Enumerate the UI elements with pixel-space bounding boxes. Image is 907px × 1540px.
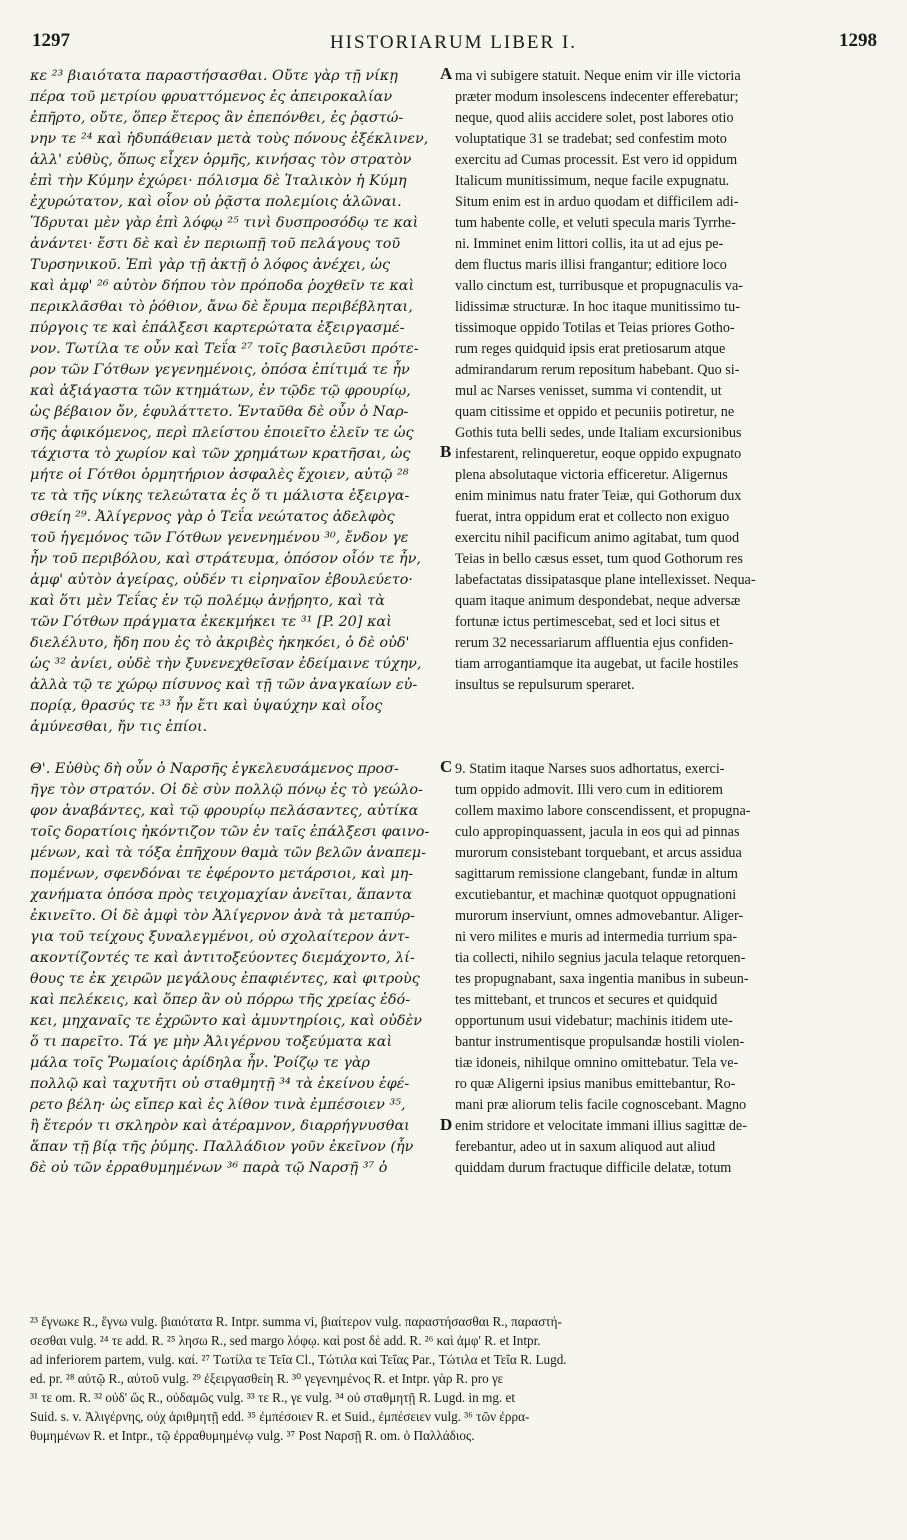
latin-text-line: rerum 32 necessariarum affluentia ejus confiden- [455,635,734,651]
latin-text-line: labefactatas dissipatasque plane intellexisset. Nequa- [455,572,756,588]
latin-text-line: enim stridore et velocitate immani illius sagittæ de- [455,1118,747,1134]
latin-text-line: ro quæ Aligerni ipsius manibus emittebantur, Ro- [455,1076,736,1092]
latin-text-line: ni vero milites e muris ad intermedia turrium spa- [455,929,738,945]
greek-text-line: ὡς ³² ἀνίει, οὐδὲ τὴν ξυνενεχθεῖσαν ἐδείμαινε τύχην, [30,656,422,672]
greek-text-line: τοῦ ἡγεμόνος τῶν Γότθων γενενημένου ³⁰, ἔνδον γε [30,530,409,546]
latin-text-line: lidissimæ structuræ. In hoc itaque munitissimo tu- [455,299,740,315]
footnote-line: ²³ ἔγνωκε R., ἔγνω vulg. βιαιότατα R. Intpr. summa vi, βιαίτερον vulg. παραστήσασθαι R., παραστή- [30,1314,562,1329]
latin-text-line: Italicum munitissimum, neque facile expugnatu. [455,173,730,189]
footnote-line: ³¹ τε om. R. ³² οὐδ' ὥς R., οὐδαμῶς vulg. ³³ τε R., γε vulg. ³⁴ οὐ σταθμητῇ R. Lugd. in mg. et [30,1390,516,1405]
latin-text-line: bantur instrumentisque propulsandæ hostili violen- [455,1034,745,1050]
greek-text-line: σθείη ²⁹. Ἀλίγερνος γὰρ ὁ Τεΐα νεώτατος ἀδελφὸς [30,509,395,525]
latin-text-line: vallo cinctum est, turribusque et propugnaculis va- [455,278,744,294]
greek-text-line: κε ²³ βιαιότατα παραστήσασθαι. Οὔτε γὰρ τῇ νίκῃ [30,68,398,84]
latin-text-line: voluptatique 31 se tradebat; sed confestim moto [455,131,727,147]
latin-text-line [455,696,875,717]
greek-text-line: πολλῷ καὶ ταχυτῆτι οὐ σταθμητῇ ³⁴ τὰ ἐκείνου ἐφέ- [30,1076,410,1092]
greek-text-line: Τυρσηνικοῦ. Ἐπὶ γὰρ τῇ ἀκτῇ ὁ λόφος ἀνέχει, ὡς [30,257,391,273]
latin-text-line: fuerat, intra oppidum erat et collecto non exiguo [455,509,730,525]
latin-text-line: murorum consistebant torquebant, et arcus assidua [455,845,742,861]
greek-text-line: δὲ οὐ τῶν ἐρραθυμημένων ³⁶ παρὰ τῷ Ναρσῇ ³⁷ ὁ [30,1160,388,1176]
latin-text-line: sagittarum remissione clangebant, fundæ in altum [455,866,738,882]
greek-text-line: ἐχυρώτατον, καὶ οἷον οὐ ῥᾷστα πολεμίοις ἁλῶναι. [30,194,402,210]
page-number-left: 1297 [32,30,70,51]
latin-text-line: opportunum usui videbatur; machinis itidem ute- [455,1013,733,1029]
greek-text-line: διελέλυτο, ἤδη που ἐς τὸ ἀκριβὲς ἠκηκόει, ὁ δὲ οὐδ' [30,635,410,651]
greek-text-line: ῆγε τὸν στρατόν. Οἱ δὲ σὺν πολλῷ πόνῳ ἐς τὸ γεώλο- [30,782,423,798]
latin-text-line: tes mittebant, et truncos et secures et quidquid [455,992,718,1008]
greek-text-column [30,66,438,1179]
greek-text-line: νον. Τωτίλα τε οὖν καὶ Τεΐα ²⁷ τοῖς βασιλεῦσι πρότε- [30,341,419,357]
greek-text-line: καὶ ὅτι μὲν Τεΐας ἐν τῷ πολέμῳ ἀνῄρητο, καὶ τὰ [30,593,385,609]
greek-text-line: ἐπὶ τὴν Κύμην ἐχώρει· πόλισμα δὲ Ἰταλικὸν ἡ Κύμη [30,173,407,189]
latin-text-column [455,66,875,1179]
latin-text-line [455,738,875,759]
latin-text-line: murorum inserviunt, omnes admovebantur. Aliger- [455,908,744,924]
margin-marker-a: A [440,64,453,83]
running-title: HISTORIARUM LIBER I. [329,32,578,53]
greek-text-line: περικλᾶσθαι τὸ ῥόθιον, ἄνω δὲ ἔρυμα περιβέβληται, [30,299,413,315]
greek-text-line: χανήματα ὁπόσα πρὸς τειχομαχίαν ἀνεῖται, ἅπαντα [30,887,413,903]
greek-text-line: ὡς βέβαιον ὄν, ἐφυλάττετο. Ἐνταῦθα δὲ οὖν ὁ Ναρ- [30,404,409,420]
page-header [0,0,907,60]
greek-text-line: μένων, καὶ τὰ τόξα ἐπῆχουν θαμὰ τῶν βελῶν ἀναπεμ- [30,845,427,861]
greek-text-line: ἀμφ' αὐτὸν ἀγείρας, οὐδέν τι εἰρηναῖον ἐβουλεύετο· [30,572,413,588]
greek-text-line: καὶ πελέκεις, καὶ ὅπερ ἂν οὐ πόρρω τῆς χρείας ἐδό- [30,992,411,1008]
latin-text-line: admirandarum rerum repositum habebant. Quo si- [455,362,740,378]
latin-text-line: ma vi subigere statuit. Neque enim vir ille victoria [455,68,741,84]
footnote-line: θυμημένων R. et Intpr., τῷ ἐρραθυμημένῳ vulg. ³⁷ Post Ναρσῇ R. om. ὁ Παλλάδιος. [30,1428,475,1443]
greek-text-line: ἐκινεῖτο. Οἱ δὲ ἀμφὶ τὸν Ἀλίγερνον ἀνὰ τὰ μεταπύρ- [30,908,415,924]
latin-text-line: dem fluctus maris illisi frangantur; editiore loco [455,257,727,273]
latin-text-line: quam citissime et oppido et pecuniis potiretur, ne [455,404,735,420]
margin-marker-d: D [440,1115,453,1134]
page-number-right: 1298 [839,30,877,51]
greek-text-line: πορίᾳ, θρασύς τε ³³ ἦν ἔτι καὶ ὑψαύχην καὶ οἷος [30,698,383,714]
latin-text-line: tiæ idoneis, nihilque omnino omittebatur. Tela ve- [455,1055,739,1071]
greek-text-line: τῶν Γότθων πράγματα ἐκεκμήκει τε ³¹ [P. 20] καὶ [30,614,392,630]
latin-text-line: infestarent, relinqueretur, eoque oppido expugnato [455,446,742,462]
greek-text-line: ἢ ἕτερόν τι σκληρὸν καὶ ἀτέραμνον, διαρρήγνυσθαι [30,1118,410,1134]
latin-text-line: enim minimus natu frater Teiæ, qui Gothorum dux [455,488,742,504]
latin-text-line: fortunæ ictus pertimescebat, sed et loci situs et [455,614,720,630]
latin-text-line: mul ac Narses venisset, summa vi contendit, ut [455,383,722,399]
latin-text-line: ferebantur, adeo ut in saxum aliquod aut aliud [455,1139,716,1155]
greek-text-line: ρον τῶν Γότθων γεγενημένοις, ὁπόσα ἐπίτιμά τε ἦν [30,362,410,378]
latin-text-line: Teias in bello cæsus esset, tum quod Gothorum res [455,551,743,567]
footnotes [30,1312,880,1445]
greek-text-line: ἀλλ' εὐθὺς, ὅπως εἶχεν ὁρμῆς, κινήσας τὸν στρατὸν [30,152,412,168]
footnote-line: ed. pr. ²⁸ αὐτῷ R., αὐτοῦ vulg. ²⁹ ἐξειργασθείη R. ³⁰ γεγενημένος R. et Intpr. γὰρ R. pro γε [30,1371,504,1386]
greek-text-line: πέρα τοῦ μετρίου φρυαττόμενος ἐς ἀπειροκαλίαν [30,89,393,105]
latin-text-line: collem maximo labore conscendissent, et propugna- [455,803,751,819]
greek-text-line: Ἵδρυται μὲν γὰρ ἐπὶ λόφῳ ²⁵ τινὶ δυσπροσόδῳ τε καὶ [30,215,419,231]
greek-text-line [30,738,438,759]
latin-text-line: exercitu nihil pacificum animo agitabat, tum quod [455,530,740,546]
greek-text-line: κει, μηχαναῖς τε ἐχρῶντο καὶ ἀμυντηρίοις, καὶ οὐδὲν [30,1013,423,1029]
latin-text-line: tia collecti, nihilo segnius jacula telaque retorquen- [455,950,746,966]
latin-text-line: ni. Imminet enim littori collis, ita ut ad ejus pe- [455,236,724,252]
latin-text-line: quam itaque animum despondebat, neque adversæ [455,593,741,609]
latin-text-line: rum reges quidquid ipsis erat pretiosarum atque [455,341,726,357]
greek-text-line: ρετο βέλη· ὡς εἴπερ καὶ ἐς λίθον τινὰ ἐμπέσοιεν ³⁵, [30,1097,406,1113]
greek-text-line: ἦν τοῦ περιβόλου, καὶ στράτευμα, ὁπόσον οἷόν τε ἦν, [30,551,421,567]
greek-text-line: νην τε ²⁴ καὶ ἡδυπάθειαν μετὰ τοὺς πόνους ἐξέκλινεν, [30,131,429,147]
latin-text-line: tum oppido admovit. Illi vero cum in editiorem [455,782,723,798]
greek-text-line: μάλα τοῖς Ῥωμαίοις ἀρίδηλα ἦν. Ῥοίζῳ τε γὰρ [30,1055,370,1071]
footnote-line: ad inferiorem partem, vulg. καί. ²⁷ Τωτίλα τε Τεΐα Cl., Τώτιλα καὶ Τεΐας Par., Τώτιλα et Τεΐα R. Lugd. [30,1352,567,1367]
latin-text-line: 9. Statim itaque Narses suos adhortatus, exerci- [455,761,725,777]
greek-text-line: καὶ ἀμφ' ²⁶ αὐτὸν δήπου τὸν πρόποδα ῥοχθεῖν τε καὶ [30,278,415,294]
greek-text-line: ἀνάντει· ἔστι δὲ καὶ ἐν περιωπῇ τοῦ πελάγους τοῦ [30,236,401,252]
greek-text-line: τε τὰ τῆς νίκης τελεώτατα ἐς ὅ τι μάλιστα ἐξειργα- [30,488,410,504]
latin-text-line: insultus se repulsurum speraret. [455,677,635,693]
latin-text-line: Situm enim est in arduo quodam et difficilem adi- [455,194,739,210]
greek-text-line: για τοῦ τείχους ξυναλεγμένοι, οὐ σχολαίτερον ἀντ- [30,929,410,945]
greek-text-line: πύργοις τε καὶ ἐπάλξεσι καρτερώτατα ἐξειργασμέ- [30,320,405,336]
greek-text-line: ἅπαν τῇ βίᾳ τῆς ῥύμης. Παλλάδιον γοῦν ἐκεῖνον (ἦν [30,1139,414,1155]
latin-text-line: tiam arrogantiamque ita augebat, ut facile hostiles [455,656,739,672]
margin-marker-c: C [440,757,453,776]
greek-text-line: καὶ ἀξιάγαστα τῶν κτημάτων, ἐν τῷδε τῷ φρουρίῳ, [30,383,411,399]
greek-text-line: ἐπῆρτο, οὔτε, ὅπερ ἕτερος ἂν ἐπεπόνθει, ἐς ῥᾳστώ- [30,110,404,126]
latin-text-line: culo appropinquassent, jacula in eos qui ad pinnas [455,824,740,840]
greek-text-line: τοῖς δορατίοις ἠκόντιζον τῶν ἐν ταῖς ἐπάλξεσι φαινο- [30,824,430,840]
greek-text-line: Θ'. Εὐθὺς δὴ οὖν ὁ Ναρσῆς ἐγκελευσάμενος προσ- [30,761,399,777]
greek-text-line: θους τε ἐκ χειρῶν μεγάλους ἐπαφιέντες, καὶ φιτροὺς [30,971,420,987]
latin-text-line: plena absolutaque victoria efficeretur. Aligernus [455,467,728,483]
latin-text-line [455,717,875,738]
greek-text-line: ἀμύνεσθαι, ἤν τις ἐπίοι. [30,719,208,735]
greek-text-line: πομένων, σφενδόναι τε ἐφέροντο μετάρσιοι, καὶ μη- [30,866,414,882]
latin-text-line: excutiebantur, et machinæ quotquot oppugnationi [455,887,737,903]
footnote-line: σεσθαι vulg. ²⁴ τε add. R. ²⁵ λησω R., sed margo λόφῳ. καὶ post δὲ add. R. ²⁶ καὶ ἀμφ' R. et Intpr. [30,1333,541,1348]
latin-text-line: tissimoque oppido Totilas et Teias priores Gotho- [455,320,735,336]
greek-text-line: ὅ τι παρεῖτο. Τά γε μὴν Ἀλιγέρνου τοξεύματα καὶ [30,1034,393,1050]
greek-text-line: φον ἀναβάντες, καὶ τῷ φρουρίῳ πελάσαντες, αὐτίκα [30,803,419,819]
greek-text-line: ακοντίζοντές τε καὶ ἀντιτοξεύοντες διεμάχοντο, λί- [30,950,415,966]
greek-text-line: μήτε οἱ Γότθοι ὁρμητήριον ἀσφαλὲς ἔχοιεν, αὐτῷ ²⁸ [30,467,409,483]
latin-text-line: Gothis tuta belli sedes, unde Italiam excursionibus [455,425,742,441]
latin-text-line: neque, quod aliis accidere solet, post labores otio [455,110,734,126]
greek-text-line: τάχιστα τὸ χωρίον καὶ τῶν χρημάτων κρατῆσαι, ὡς [30,446,411,462]
latin-text-line: præter modum insolescens indecenter efferebatur; [455,89,739,105]
latin-text-line: quiddam durum fractuque difficile delatæ, totum [455,1160,732,1176]
greek-text-line: ἀλλὰ τῷ τε χώρῳ πίσυνος καὶ τῇ τῶν ἀναγκαίων εὐ- [30,677,418,693]
latin-text-line: tum habente colle, et veluti specula maris Tyrrhe- [455,215,736,231]
footnote-line: Suid. s. v. Ἀλιγέρνης, οὐχ ἀριθμητῇ edd. ³⁵ ἐμπέσοιεν R. et Suid., ἐμπέσειεν vulg. ³⁶ τῶν ἐρρα- [30,1409,530,1424]
margin-marker-b: B [440,442,452,461]
latin-text-line: mani præ aliorum telis facile cognoscebant. Magno [455,1097,747,1113]
latin-text-line: tes propugnabant, saxa ingentia manibus in subeun- [455,971,749,987]
latin-text-line: exercitu ad Cumas processit. Est vero id oppidum [455,152,738,168]
greek-text-line: σῆς ἀφικόμενος, περὶ πλείστου ἐποιεῖτο ἑλεῖν τε ὡς [30,425,414,441]
